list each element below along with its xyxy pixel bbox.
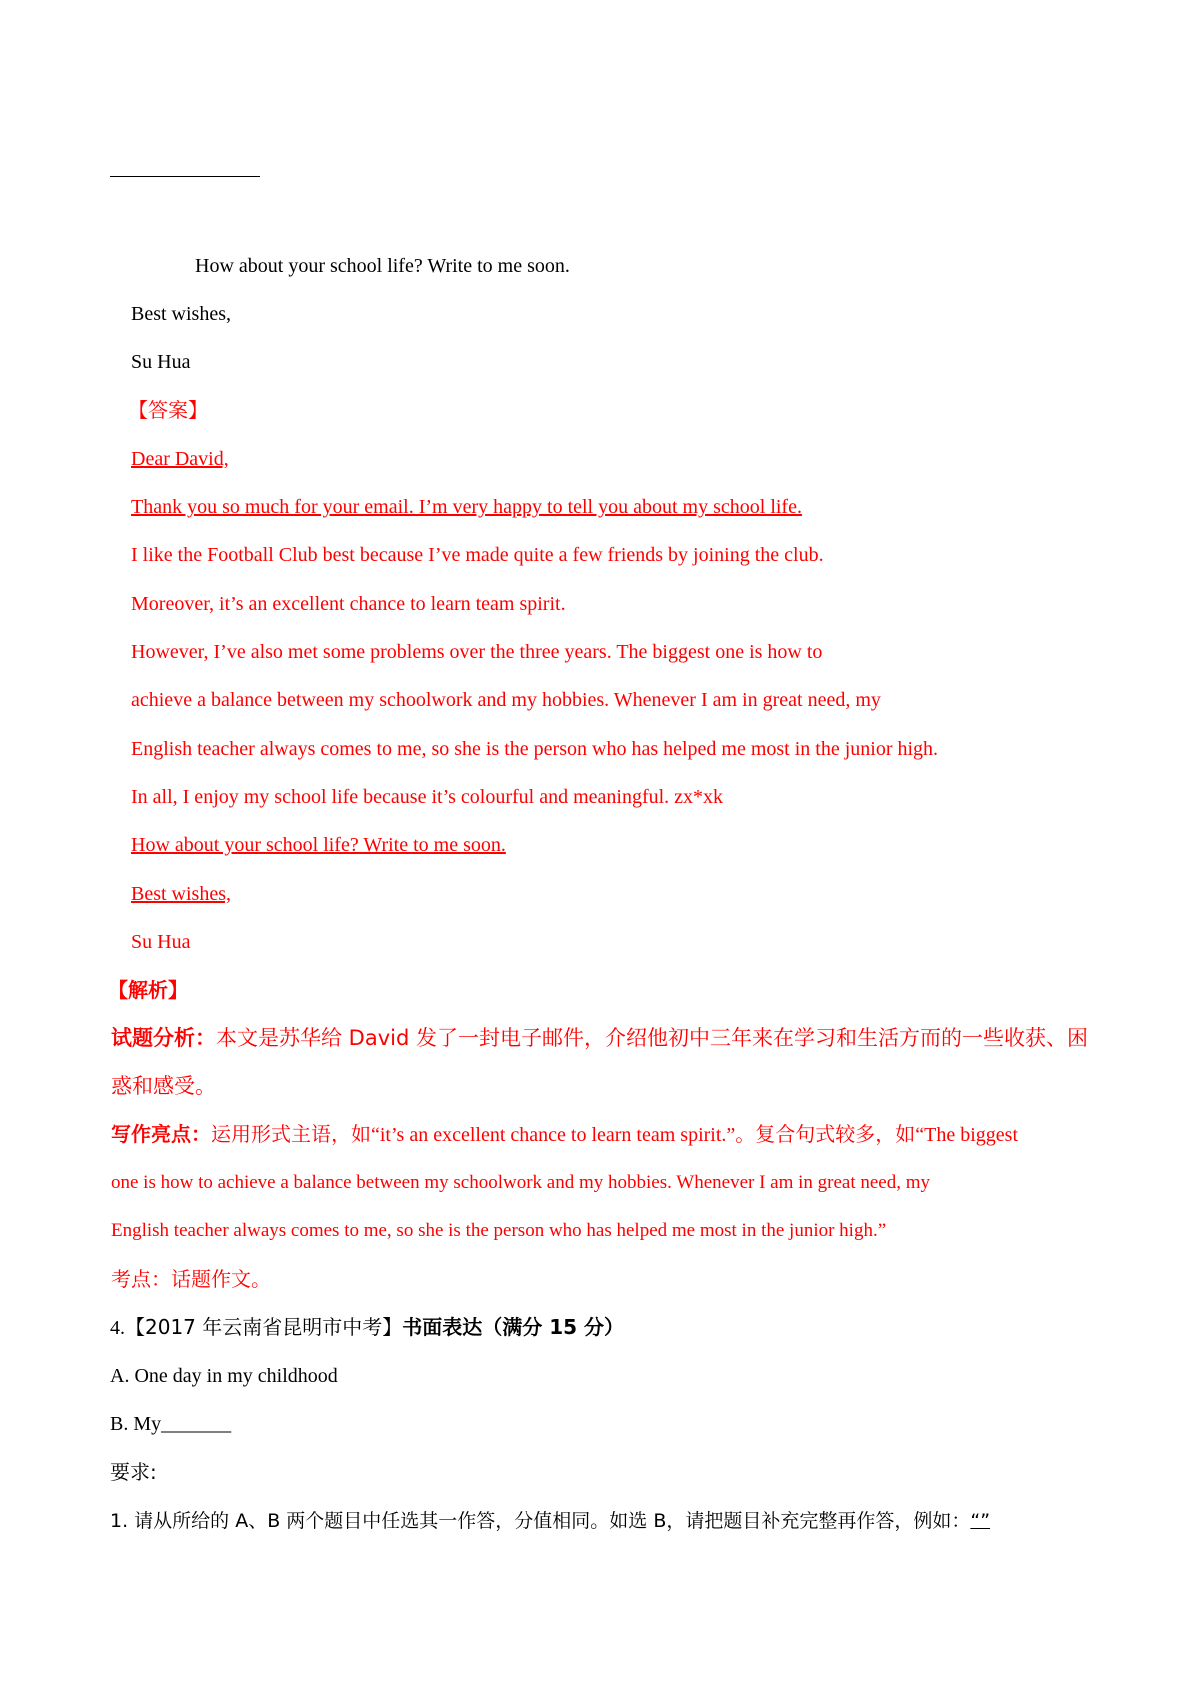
question-title: 书面表达（满分 15 分） bbox=[402, 1315, 625, 1339]
analysis-summary bbox=[111, 1025, 1088, 1051]
question-number: 4. bbox=[110, 1317, 125, 1339]
analysis-highlight bbox=[111, 1121, 1018, 1148]
answer-header: 【答案】 bbox=[128, 398, 208, 422]
answer-blank-line bbox=[110, 176, 260, 177]
answer-line: In all, I enjoy my school life because it’s colourful and meaningful. zx*xk bbox=[131, 786, 724, 808]
answer-line: English teacher always comes to me, so she is the person who has helped me most in the junior high. bbox=[131, 738, 939, 760]
letter-signature: Su Hua bbox=[131, 351, 191, 373]
letter-sign-off: Best wishes, bbox=[131, 303, 231, 325]
answer-line: I like the Football Club best because I’ve made quite a few friends by joining the club. bbox=[131, 544, 824, 566]
summary-label: 试题分析： bbox=[111, 1026, 216, 1050]
answer-line: How about your school life? Write to me soon. bbox=[131, 834, 506, 856]
answer-line: Dear David, bbox=[131, 448, 229, 470]
highlight-quote: “it’s an excellent chance to learn team spirit.” bbox=[371, 1124, 736, 1146]
summary-text: 本文是苏华给 David 发了一封电子邮件，介绍他初中三年来在学习和生活方而的一些收获、困 bbox=[216, 1026, 1088, 1050]
analysis-kaodian: 考点：话题作文。 bbox=[111, 1267, 271, 1291]
question-source: 【2017 年云南省昆明市中考】 bbox=[125, 1315, 403, 1339]
highlight-text: 运用形式主语，如 bbox=[211, 1122, 371, 1146]
highlight-text: 。复合句式较多，如 bbox=[735, 1122, 916, 1146]
analysis-summary-cont: 惑和感受。 bbox=[111, 1074, 216, 1098]
letter-closing-question: How about your school life? Write to me soon. bbox=[195, 255, 570, 277]
answer-line: Moreover, it’s an excellent chance to learn team spirit. bbox=[131, 593, 566, 615]
requirement-quote: “” bbox=[970, 1510, 991, 1532]
answer-line: Thank you so much for your email. I’m very happy to tell you about my school life. bbox=[131, 496, 802, 518]
highlight-quote: “The biggest bbox=[915, 1124, 1019, 1146]
answer-line: Best wishes, bbox=[131, 883, 231, 905]
question4-requirement-label: 要求: bbox=[110, 1460, 157, 1484]
question4-option-a: A. One day in my childhood bbox=[110, 1365, 338, 1387]
answer-line: Su Hua bbox=[131, 931, 191, 953]
highlight-label: 写作亮点： bbox=[111, 1122, 211, 1146]
analysis-header: 【解析】 bbox=[108, 978, 188, 1002]
answer-line: However, I’ve also met some problems over the three years. The biggest one is how to bbox=[131, 641, 823, 663]
question4-heading bbox=[110, 1314, 624, 1341]
answer-line: achieve a balance between my schoolwork and my hobbies. Whenever I am in great need, my bbox=[131, 689, 881, 711]
requirement-text: 1. 请从所给的 A、B 两个题目中任选其一作答，分值相同。如选 B，请把题目补充完整再作答，例如： bbox=[110, 1510, 971, 1532]
question4-requirement-1 bbox=[110, 1508, 990, 1534]
analysis-highlight-cont: English teacher always comes to me, so she is the person who has helped me most in the junior high.” bbox=[111, 1220, 887, 1241]
question4-option-b: B. My_______ bbox=[110, 1413, 232, 1435]
analysis-highlight-cont: one is how to achieve a balance between my schoolwork and my hobbies. Whenever I am in great need, my bbox=[111, 1172, 931, 1193]
